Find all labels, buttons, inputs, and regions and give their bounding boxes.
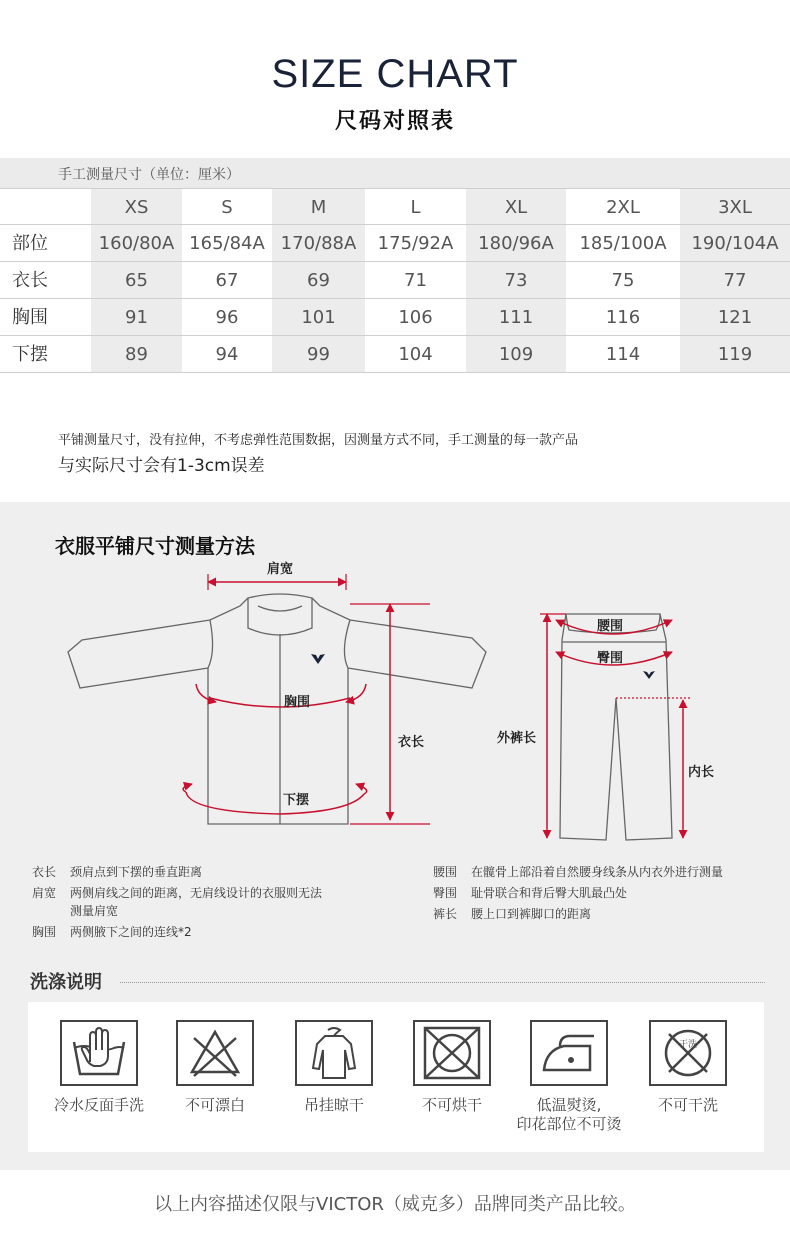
note-key: 胸围: [32, 925, 57, 939]
table-cell: 116: [605, 307, 641, 328]
hem-arc: [186, 792, 364, 814]
table-cell: 104: [398, 344, 433, 365]
note-row: [433, 863, 723, 881]
table-cell: 96: [215, 307, 239, 328]
table-cell: 165/84A: [189, 233, 265, 254]
dry-clean-badge: 干洗: [679, 1040, 698, 1050]
hand-wash-icon: [60, 1020, 138, 1086]
table-note-row: [0, 158, 790, 188]
table-cell: 119: [717, 344, 753, 365]
header: [0, 0, 790, 155]
no-tumble-dry-icon: [413, 1020, 491, 1086]
table-cell: 106: [398, 307, 433, 328]
note-key: 肩宽: [32, 886, 57, 900]
table-cell: 77: [723, 270, 747, 291]
table-row: [0, 262, 790, 299]
table-cell: 65: [125, 270, 148, 291]
wash-label: 低温熨烫, 印花部位不可烫: [516, 1096, 622, 1133]
wash-divider: [120, 982, 765, 983]
note-row: [433, 905, 723, 923]
size-header: 3XL: [718, 197, 752, 218]
size-header: L: [410, 197, 421, 218]
wash-item: [160, 1020, 270, 1115]
no-dry-clean-icon: [649, 1020, 727, 1086]
wash-label: 不可烘干: [421, 1096, 482, 1114]
table-cell: 89: [125, 344, 148, 365]
table-cell: 67: [215, 270, 239, 291]
pants-logo-icon: [643, 671, 655, 679]
measurement-disclaimer: 平铺测量尺寸，没有拉伸，不考虑弹性范围数据，因测量方式不同，手工测量的每一款产品: [58, 433, 579, 448]
table-cell: 69: [307, 270, 330, 291]
footer-disclaimer: 以上内容描述仅限与VICTOR（威克多）品牌同类产品比较。: [154, 1194, 636, 1215]
hang-dry-icon: [295, 1020, 373, 1086]
table-cell: 101: [301, 307, 336, 328]
note-row: [433, 884, 723, 902]
table-cell: 170/88A: [280, 233, 357, 254]
note-text: 耻骨联合和背后臀大肌最凸处: [471, 886, 628, 900]
table-header-row: [0, 188, 790, 225]
note-key: 臀围: [433, 886, 458, 900]
low-iron-icon: [530, 1020, 608, 1086]
table-cell: 114: [605, 344, 641, 365]
brand-logo-icon: [311, 654, 325, 664]
table-cell: 94: [215, 344, 239, 365]
note-text: 测量肩宽: [70, 904, 119, 918]
table-cell: 73: [504, 270, 528, 291]
label-outseam: 外裤长: [497, 731, 537, 746]
wash-label: 吊挂晾干: [303, 1096, 364, 1114]
note-key: 裤长: [433, 907, 458, 921]
measurement-disclaimer-tolerance: 与实际尺寸会有1-3cm误差: [58, 456, 265, 476]
table-cell: 180/96A: [478, 233, 554, 254]
table-cell: 175/92A: [377, 233, 454, 254]
table-cell: 160/80A: [98, 233, 175, 254]
table-cell: 109: [498, 344, 534, 365]
row-label: 胸围: [12, 307, 48, 328]
size-header: XL: [504, 197, 528, 218]
page-title: SIZE CHART: [271, 52, 519, 96]
row-label: 部位: [12, 233, 48, 254]
measurement-diagram: [0, 502, 790, 852]
note-text: 在髋骨上部沿着自然腰身线条从内衣外进行测量: [471, 865, 724, 879]
table-cell: 185/100A: [579, 233, 667, 254]
table-cell: 75: [611, 270, 635, 291]
note-row: [32, 923, 322, 941]
jacket-outline: [68, 594, 486, 824]
table-cell: 99: [307, 344, 330, 365]
table-cell: 111: [498, 307, 534, 328]
wash-item: [279, 1020, 389, 1115]
wash-item: [397, 1020, 507, 1115]
label-hem: 下摆: [283, 793, 310, 808]
size-header: XS: [124, 197, 149, 218]
wash-label: 冷水反面手洗: [53, 1096, 144, 1114]
no-bleach-icon: [176, 1020, 254, 1086]
note-key: 腰围: [433, 865, 458, 879]
note-text: 腰上口到裤脚口的距离: [471, 907, 592, 921]
table-cell: 190/104A: [691, 233, 779, 254]
table-row: [0, 336, 790, 373]
label-inseam: 内长: [688, 765, 715, 780]
size-header: S: [221, 197, 233, 218]
table-cell: 91: [125, 307, 148, 328]
wash-label: 不可干洗: [657, 1096, 718, 1114]
note-text: 颈肩点到下摆的垂直距离: [70, 865, 203, 879]
label-length: 衣长: [398, 735, 425, 750]
note-row: [32, 884, 322, 902]
measure-note-right: [433, 863, 723, 923]
label-shoulder: 肩宽: [267, 562, 294, 577]
note-text: 两侧腋下之间的连线*2: [70, 925, 192, 939]
page-subtitle: 尺码对照表: [334, 109, 455, 134]
wash-item: [44, 1020, 154, 1115]
note-text: 两侧肩线之间的距离，无肩线设计的衣服则无法: [70, 886, 323, 900]
note-row: [32, 863, 322, 881]
measure-note-left: [32, 863, 322, 941]
measurement-title: 衣服平铺尺寸测量方法: [55, 534, 255, 558]
pants-outline: [560, 614, 672, 840]
table-cell: 121: [717, 307, 753, 328]
label-chest: 胸围: [284, 695, 311, 710]
wash-label: 不可漂白: [184, 1096, 245, 1114]
row-label: 下摆: [12, 344, 48, 365]
size-header: M: [310, 197, 327, 218]
note-key: 衣长: [32, 865, 57, 879]
wash-item: [504, 1020, 634, 1134]
label-thigh: 臀围: [597, 651, 624, 666]
table-unit-note: 手工测量尺寸（单位：厘米）: [58, 167, 240, 183]
row-label: 衣长: [12, 270, 48, 291]
label-waist: 腰围: [597, 619, 624, 634]
size-header: 2XL: [606, 197, 640, 218]
note-row: [32, 902, 322, 920]
table-row: [0, 225, 790, 262]
table-row: [0, 299, 790, 336]
size-table: [0, 158, 790, 376]
wash-item: [633, 1020, 743, 1115]
wash-title: 洗涤说明: [30, 972, 102, 993]
table-cell: 71: [404, 270, 427, 291]
